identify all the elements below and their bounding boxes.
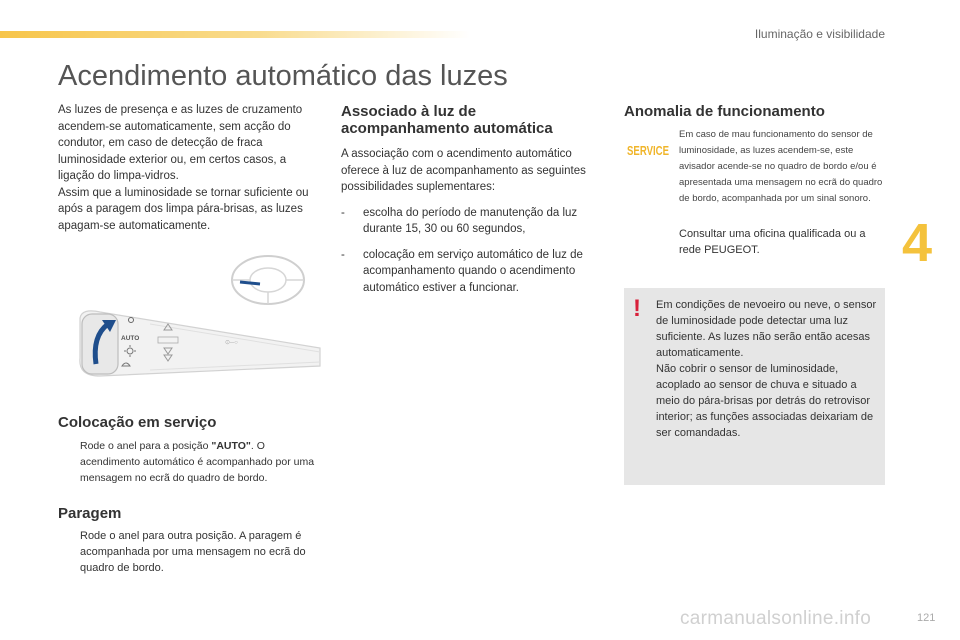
associado-section bbox=[341, 103, 606, 296]
light-stalk-illustration bbox=[70, 248, 332, 393]
service-warning-icon bbox=[627, 142, 669, 158]
page-title: Acendimento automático das luzes bbox=[58, 60, 508, 92]
section-header: Iluminação e visibilidade bbox=[754, 27, 885, 41]
service-label: SERVICE bbox=[627, 144, 669, 158]
intro-text bbox=[58, 102, 316, 234]
auto-position-label: AUTO bbox=[121, 335, 140, 342]
chapter-number: 4 bbox=[902, 213, 933, 273]
list-item: - escolha do período de manutenção da luz durante 15, 30 ou 60 segundos, bbox=[341, 206, 578, 235]
page-number: 121 bbox=[917, 612, 936, 624]
anomalia-text-2: Consultar uma oficina qualificada ou a rede PEUGEOT. bbox=[679, 228, 866, 256]
intro-paragraph-1: As luzes de presença e as luzes de cruzamento acendem-se automaticamente, sem acção do condutor, em caso de detecção de fraca luminosidade exterior ou, em certos casos, a ligação do limpa-vidros. bbox=[58, 104, 303, 182]
warning-paragraph-2: Não cobrir o sensor de luminosidade, acoplado ao sensor de chuva e situado a meio do pára-brisas por detrás do retrovisor interior; as funções associadas deixariam de ser comandadas. bbox=[656, 363, 874, 439]
warning-paragraph-1: Em condições de nevoeiro ou neve, o sensor de luminosidade pode detectar uma luz suficiente. As luzes não serão então acesas automaticamente. bbox=[656, 299, 877, 359]
top-accent-bar bbox=[0, 31, 470, 38]
heading-paragem: Paragem bbox=[58, 505, 122, 522]
colocacao-auto-label: "AUTO" bbox=[211, 440, 251, 452]
heading-colocacao: Colocação em serviço bbox=[58, 414, 217, 431]
intro-paragraph-2: Assim que a luminosidade se tornar suficiente ou após a paragem dos limpa pára-brisas, as luzes apagam-se automaticamente. bbox=[58, 186, 309, 232]
bullet-colocacao bbox=[58, 438, 320, 486]
heading-anomalia: Anomalia de funcionamento bbox=[624, 103, 825, 120]
watermark: carmanualsonline.info bbox=[680, 608, 872, 629]
associado-intro: A associação com o acendimento automático oferece à luz de acompanhamento as seguintes possibilidades suplementares: bbox=[341, 148, 586, 193]
heading-associado: Associado à luz de acompanhamento automática bbox=[341, 103, 553, 137]
warning-text bbox=[656, 297, 878, 441]
colocacao-text-c: . O acendimento automático é acompanhado por uma mensagem no ecrã do quadro de bordo. bbox=[80, 440, 315, 484]
svg-text:⊙─○: ⊙─○ bbox=[225, 340, 238, 346]
bullet-paragem bbox=[58, 528, 320, 576]
anomalia-text-1: Em caso de mau funcionamento do sensor de luminosidade, as luzes acendem-se, este avisador acende-se no quadro de bordo e/ou é apresentada uma mensagem no ecrã do quadro de bordo, acompanhada por um sinal sonoro. bbox=[679, 129, 883, 204]
colocacao-text-a: Rode o anel para a posição bbox=[80, 440, 212, 452]
list-item: - colocação em serviço automático de luz de acompanhamento quando o acendimento automático estiver a funcionar. bbox=[341, 248, 583, 294]
anomalia-section bbox=[624, 103, 886, 120]
warning-exclamation-icon: ! bbox=[633, 295, 641, 322]
steering-wheel-icon bbox=[232, 256, 304, 304]
paragem-text: Rode o anel para outra posição. A paragem é acompanhada por uma mensagem no ecrã do quadro de bordo. bbox=[80, 530, 306, 574]
